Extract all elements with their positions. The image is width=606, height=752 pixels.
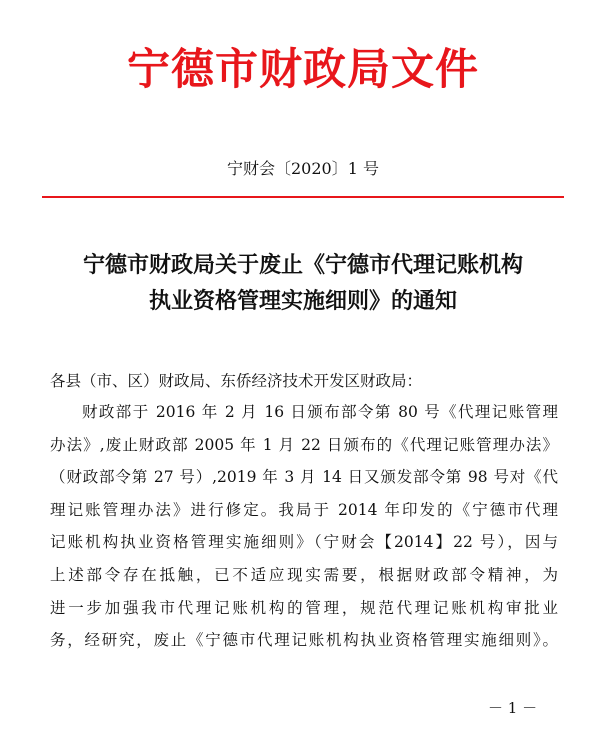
body-line: 理记账管理办法》进行修定。我局于 2014 年印发的《宁德市代理 xyxy=(50,500,558,519)
body-line: 记账机构执业资格管理实施细则》（宁财会【2014】22 号），因与 xyxy=(50,533,558,552)
notice-title-line: 宁德市财政局关于废止《宁德市代理记账机构 xyxy=(82,253,523,278)
salutation: 各县（市、区）财政局、东侨经济技术开发区财政局： xyxy=(50,372,423,390)
body-paragraph xyxy=(50,401,558,662)
body-line: 办法》,废止财政部 2005 年 1 月 22 日颁布的《代理记账管理办法》 xyxy=(50,435,558,454)
body-line: 务，经研究，废止《宁德市代理记账机构执业资格管理实施细则》。 xyxy=(50,631,558,650)
document-header-title: 宁德市财政局文件 xyxy=(127,45,479,95)
body-line: 财政部于 2016 年 2 月 16 日颁布部令第 80 号《代理记账管理 xyxy=(82,403,558,421)
header-divider xyxy=(42,196,564,198)
notice-title xyxy=(0,248,606,320)
document-number: 宁财会〔2020〕1 号 xyxy=(227,159,379,178)
body-line: （财政部令第 27 号）,2019 年 3 月 14 日又颁发部令第 98 号对《代 xyxy=(50,468,558,487)
page-number: － 1 － xyxy=(488,699,538,717)
body-line: 上述部令存在抵触，已不适应现实需要，根据财政部令精神，为 xyxy=(50,565,558,584)
body-line: 进一步加强我市代理记账机构的管理，规范代理记账机构审批业 xyxy=(50,598,558,617)
notice-title-line: 执业资格管理实施细则》的通知 xyxy=(148,289,457,314)
